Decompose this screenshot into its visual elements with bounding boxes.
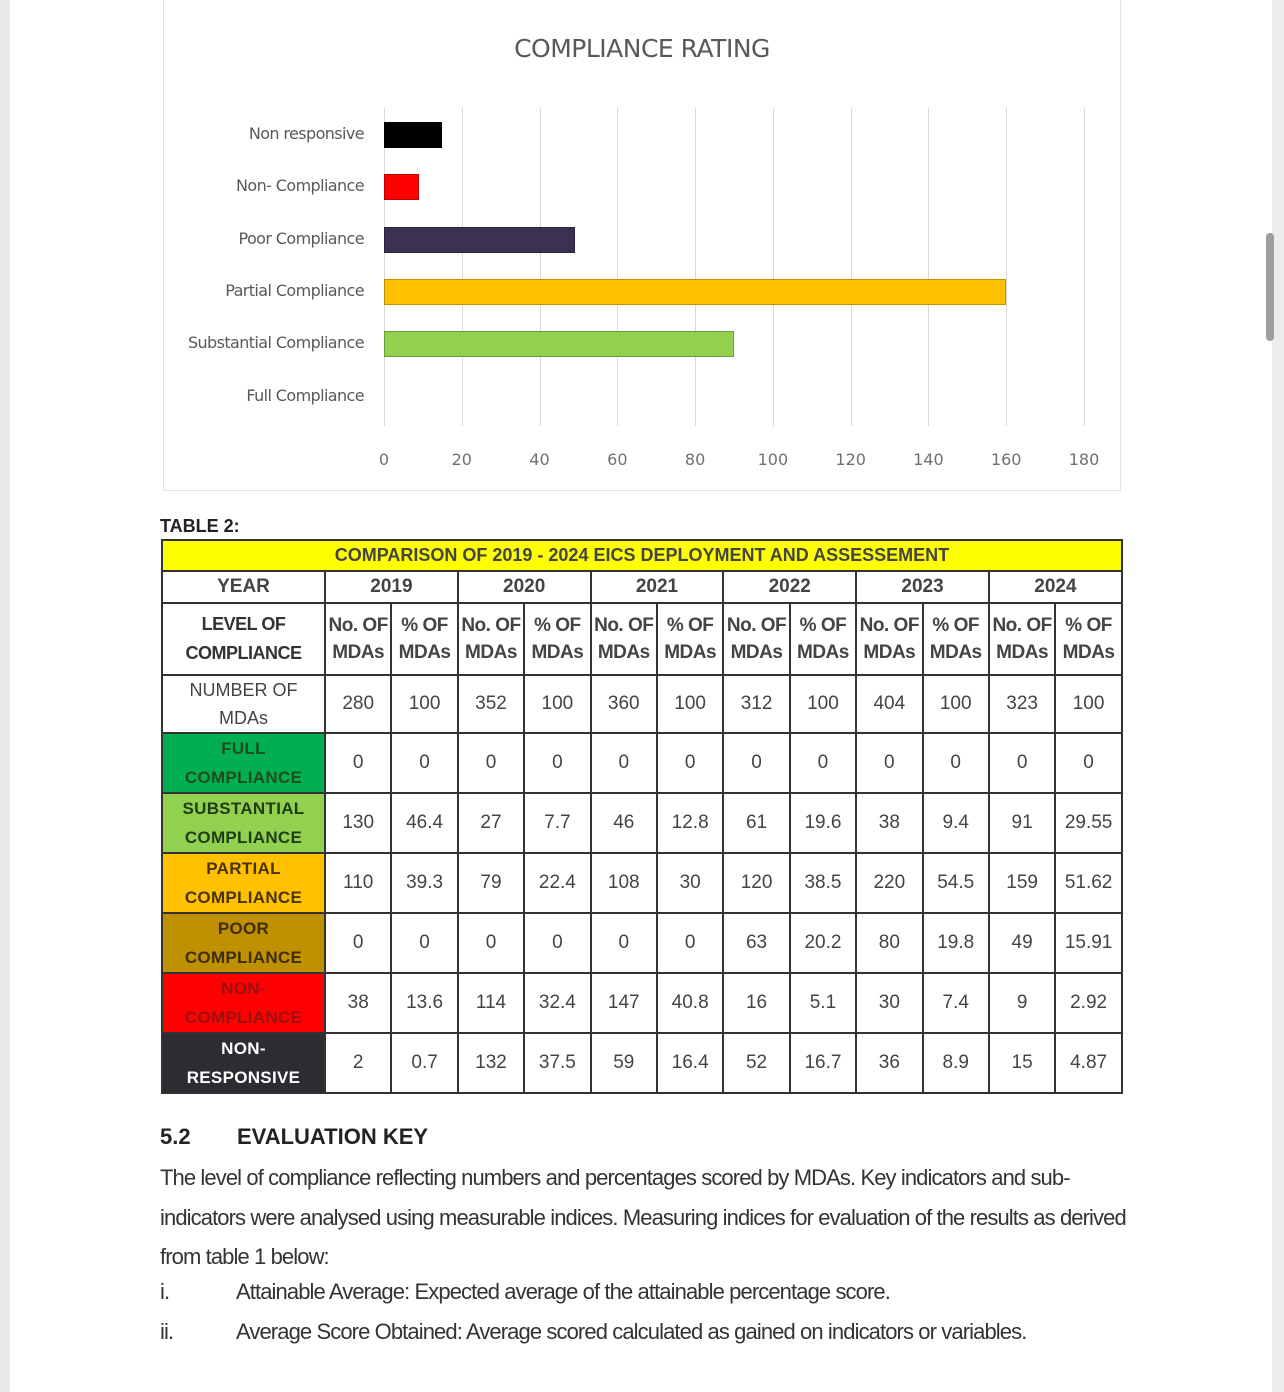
number-of-mdas-label: NUMBER OF MDAs [162,675,325,733]
compliance-level-label: NON- COMPLIANCE [162,973,325,1033]
year-2020: 2020 [458,571,591,603]
level-header: LEVEL OF COMPLIANCE [162,603,325,675]
table-cell: 16 [723,973,789,1033]
table-cell: 0 [458,733,524,793]
table-cell: 46.4 [391,793,457,853]
table-cell: 159 [989,853,1055,913]
table-cell: 0.7 [391,1033,457,1093]
table-banner: COMPARISON OF 2019 - 2024 EICS DEPLOYMENT AND ASSESSEMENT [162,540,1122,571]
table-cell: 8.9 [923,1033,989,1093]
count-column-header: No. OF MDAs [989,603,1055,675]
compliance-rating-chart [163,0,1121,491]
table-cell: 38 [325,973,391,1033]
table-cell: 37.5 [524,1033,590,1093]
table-cell: 4.87 [1055,1033,1122,1093]
category-label: Non responsive [248,124,364,143]
table-cell: 39.3 [391,853,457,913]
table-cell: 2.92 [1055,973,1122,1033]
section-heading [160,1124,428,1150]
compliance-level-label: PARTIAL COMPLIANCE [162,853,325,913]
percent-column-header: % OF MDAs [923,603,989,675]
table-cell: 5.1 [790,973,856,1033]
table-cell: 20.2 [790,913,856,973]
table-cell: 100 [391,675,457,733]
x-tick-label: 180 [1068,450,1100,469]
table-cell: 0 [657,913,723,973]
table-cell: 404 [856,675,922,733]
table-cell: 38 [856,793,922,853]
count-column-header: No. OF MDAs [325,603,391,675]
table-cell: 15.91 [1055,913,1122,973]
table-row [162,733,1122,793]
percent-column-header: % OF MDAs [391,603,457,675]
year-2022: 2022 [723,571,856,603]
table-cell: 352 [458,675,524,733]
table-cell: 323 [989,675,1055,733]
x-tick-label: 140 [913,450,944,469]
table-cell: 100 [790,675,856,733]
percent-column-header: % OF MDAs [790,603,856,675]
table-cell: 100 [1055,675,1122,733]
bar [384,279,1006,305]
comparison-table [161,539,1123,1094]
table-cell: 0 [989,733,1055,793]
table-cell: 0 [923,733,989,793]
table-cell: 0 [524,733,590,793]
table-cell: 61 [723,793,789,853]
table-cell: 80 [856,913,922,973]
list-item [160,1279,890,1305]
table-cell: 132 [458,1033,524,1093]
table-cell: 0 [723,733,789,793]
table-cell: 100 [524,675,590,733]
bar [384,122,442,148]
table-cell: 0 [325,913,391,973]
year-2021: 2021 [591,571,724,603]
percent-column-header: % OF MDAs [657,603,723,675]
count-column-header: No. OF MDAs [723,603,789,675]
count-column-header: No. OF MDAs [458,603,524,675]
bar [384,227,575,253]
table-cell: 79 [458,853,524,913]
table-cell: 13.6 [391,973,457,1033]
table-cell: 110 [325,853,391,913]
table-cell: 0 [591,733,657,793]
table-cell: 91 [989,793,1055,853]
table-cell: 100 [923,675,989,733]
table-cell: 312 [723,675,789,733]
compliance-level-label: NON- RESPONSIVE [162,1033,325,1093]
table-cell: 0 [790,733,856,793]
table-cell: 36 [856,1033,922,1093]
gridline [1006,108,1007,426]
year-header: YEAR [162,571,325,603]
gridline [617,108,618,426]
x-tick-label: 80 [684,450,706,469]
year-2024: 2024 [989,571,1122,603]
count-column-header: No. OF MDAs [856,603,922,675]
table-cell: 0 [657,733,723,793]
chart-plot-area [384,108,1084,426]
table-cell: 22.4 [524,853,590,913]
table-cell: 9.4 [923,793,989,853]
table-row [162,1033,1122,1093]
table-cell: 29.55 [1055,793,1122,853]
table-cell: 280 [325,675,391,733]
list-marker: i. [160,1279,170,1304]
table-cell: 9 [989,973,1055,1033]
category-label: Partial Compliance [225,280,364,300]
table-cell: 0 [325,733,391,793]
table-cell: 130 [325,793,391,853]
table-cell: 114 [458,973,524,1033]
x-tick-label: 100 [757,450,789,469]
table-cell: 220 [856,853,922,913]
category-label: Poor Compliance [238,228,364,248]
table-cell: 0 [391,913,457,973]
scrollbar-track[interactable] [1272,0,1284,1392]
table-cell: 19.6 [790,793,856,853]
table-cell: 0 [458,913,524,973]
gridline [462,108,463,426]
table-cell: 0 [524,913,590,973]
table-cell: 12.8 [657,793,723,853]
year-2019: 2019 [325,571,458,603]
x-tick-label: 40 [529,450,550,469]
gridline [1084,108,1085,426]
list-marker: ii. [160,1319,174,1344]
table-row [162,973,1122,1033]
table-cell: 51.62 [1055,853,1122,913]
table-cell: 38.5 [790,853,856,913]
compliance-level-label: FULL COMPLIANCE [162,733,325,793]
table-cell: 7.7 [524,793,590,853]
gridline [773,108,774,426]
table-cell: 0 [391,733,457,793]
table-caption: TABLE 2: [160,516,240,536]
table-cell: 32.4 [524,973,590,1033]
year-2023: 2023 [856,571,989,603]
table-cell: 16.7 [790,1033,856,1093]
table-row [162,913,1122,973]
compliance-level-label: SUBSTANTIAL COMPLIANCE [162,793,325,853]
list-item [160,1319,1026,1345]
table-cell: 147 [591,973,657,1033]
gridline [695,108,696,426]
table-cell: 0 [1055,733,1122,793]
table-row [162,793,1122,853]
table-cell: 46 [591,793,657,853]
gridline [540,108,541,426]
table-cell: 54.5 [923,853,989,913]
chart-title: COMPLIANCE RATING [514,34,770,63]
compliance-level-label: POOR COMPLIANCE [162,913,325,973]
table-cell: 30 [657,853,723,913]
category-label: Non- Compliance [236,176,364,196]
x-tick-label: 120 [835,450,866,469]
list-text: Average Score Obtained: Average scored calculated as gained on indicators or variables. [236,1319,1027,1344]
table-cell: 49 [989,913,1055,973]
table-cell: 16.4 [657,1033,723,1093]
gridline [851,108,852,426]
section-title: EVALUATION KEY [237,1124,429,1149]
percent-column-header: % OF MDAs [1055,603,1122,675]
x-tick-label: 0 [378,450,390,469]
percent-column-header: % OF MDAs [524,603,590,675]
table-cell: 19.8 [923,913,989,973]
bar [384,331,734,357]
table-cell: 108 [591,853,657,913]
category-label: Full Compliance [246,385,364,405]
x-tick-label: 60 [607,450,628,469]
table-cell: 40.8 [657,973,723,1033]
table-cell: 0 [591,913,657,973]
list-text: Attainable Average: Expected average of the attainable percentage score. [236,1279,890,1304]
table-cell: 0 [856,733,922,793]
table-cell: 120 [723,853,789,913]
table-cell: 100 [657,675,723,733]
gridline [384,108,385,426]
table-cell: 59 [591,1033,657,1093]
table-cell: 27 [458,793,524,853]
table-cell: 63 [723,913,789,973]
count-column-header: No. OF MDAs [591,603,657,675]
table-cell: 360 [591,675,657,733]
x-tick-label: 160 [990,450,1022,469]
gridline [928,108,929,426]
table-cell: 30 [856,973,922,1033]
category-label: Substantial Compliance [187,333,364,353]
bar [384,174,419,200]
scrollbar-thumb[interactable] [1266,233,1274,341]
section-paragraph: The level of compliance reflecting numbers and percentages scored by MDAs. Key indicators and sub- indicators were analysed using measurable indices. Measuring indices for evaluation of the results as derived from table 1 below: [160,1165,1126,1269]
table-row [162,853,1122,913]
table-cell: 7.4 [923,973,989,1033]
table-cell: 52 [723,1033,789,1093]
x-tick-label: 20 [451,450,472,469]
section-number: 5.2 [160,1124,191,1149]
table-cell: 15 [989,1033,1055,1093]
table-cell: 2 [325,1033,391,1093]
